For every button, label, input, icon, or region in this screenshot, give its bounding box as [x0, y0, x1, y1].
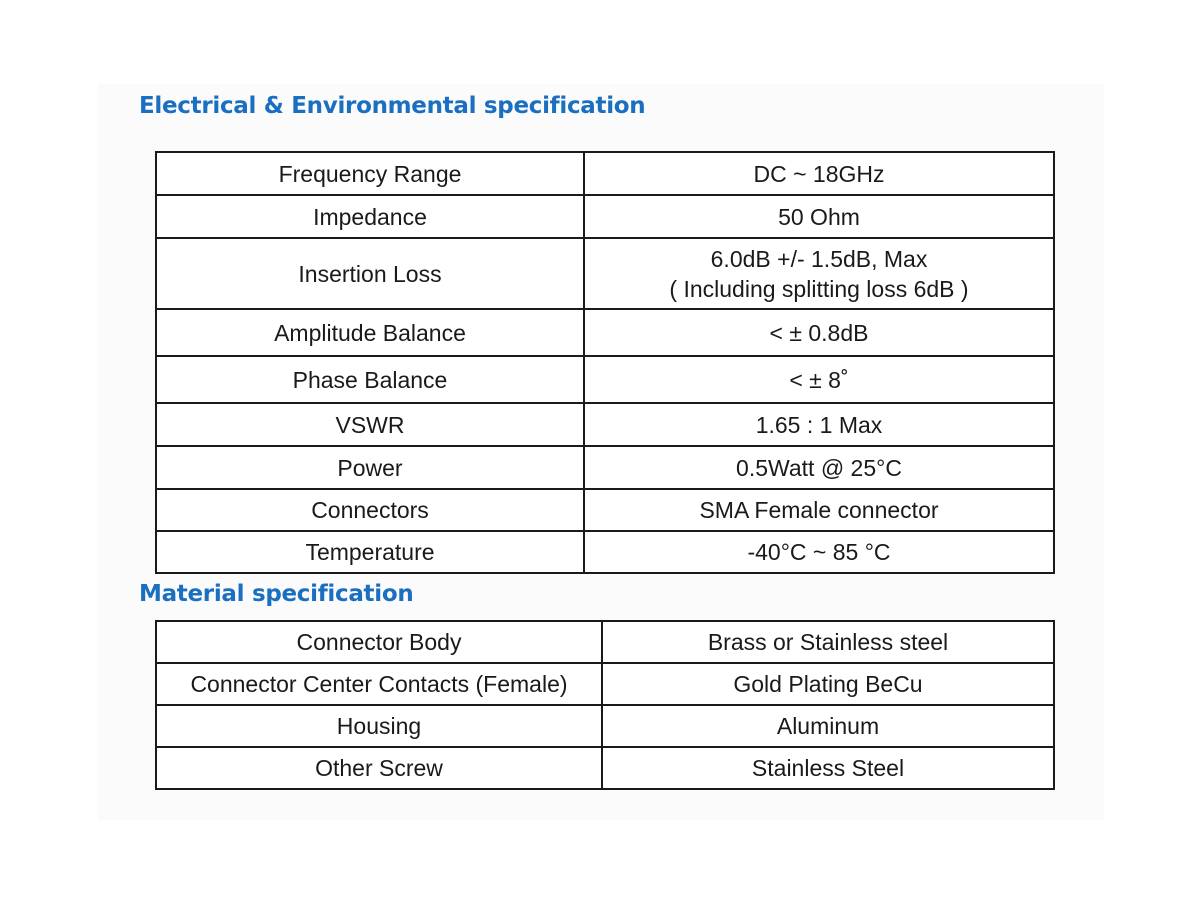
spec-value-text: Aluminum	[776, 713, 880, 739]
table-row	[156, 195, 1054, 238]
spec-value-cell	[602, 621, 1054, 663]
spec-name-cell: Temperature	[156, 531, 584, 573]
spec-value-cell	[584, 531, 1054, 573]
spec-value-text: 0.5Watt @ 25°C	[736, 454, 902, 481]
spec-name-cell: Power	[156, 446, 584, 489]
spec-value-cell	[584, 309, 1054, 356]
table-row	[156, 531, 1054, 573]
spec-value-text: -40°C ~ 85 °C	[747, 539, 891, 565]
table-row	[156, 403, 1054, 446]
table-row	[156, 747, 1054, 789]
spec-value-cell	[584, 446, 1054, 489]
table-row	[156, 152, 1054, 195]
spec-name-cell: Frequency Range	[156, 152, 584, 195]
table-row	[156, 489, 1054, 531]
table-row	[156, 356, 1054, 403]
material-spec-table	[155, 620, 1055, 790]
table-row	[156, 705, 1054, 747]
table-row	[156, 621, 1054, 663]
spec-value-text: < ± 0.8dB	[769, 319, 869, 346]
spec-value-text: 6.0dB +/- 1.5dB, Max	[710, 245, 928, 272]
spec-value-cell	[584, 356, 1054, 403]
table-row	[156, 309, 1054, 356]
spec-value-text: < ± 8˚	[789, 366, 849, 393]
spec-value-text: DC ~ 18GHz	[753, 160, 885, 187]
electrical-spec-title: Electrical & Environmental specification	[139, 93, 646, 119]
spec-name-cell: Amplitude Balance	[156, 309, 584, 356]
spec-value-cell	[602, 747, 1054, 789]
spec-value-cell	[584, 152, 1054, 195]
spec-value-text: 1.65 : 1 Max	[755, 411, 883, 438]
spec-value-cell	[584, 238, 1054, 309]
spec-value-cell	[584, 489, 1054, 531]
electrical-spec-table	[155, 151, 1055, 574]
table-row	[156, 446, 1054, 489]
spec-name-cell: Housing	[156, 705, 602, 747]
spec-value-text: Brass or Stainless steel	[707, 629, 949, 655]
spec-value-cell	[602, 705, 1054, 747]
spec-value-cell	[584, 403, 1054, 446]
spec-value-cell	[584, 195, 1054, 238]
table-row	[156, 663, 1054, 705]
table-row	[156, 238, 1054, 309]
spec-name-cell: Connector Body	[156, 621, 602, 663]
spec-name-cell: Connector Center Contacts (Female)	[156, 663, 602, 705]
spec-value-cell	[602, 663, 1054, 705]
spec-value-text: Gold Plating BeCu	[733, 671, 923, 697]
spec-name-cell: Other Screw	[156, 747, 602, 789]
spec-name-cell: Connectors	[156, 489, 584, 531]
spec-value-text: SMA Female connector	[699, 497, 939, 523]
material-spec-title: Material specification	[139, 581, 414, 607]
spec-name-cell: VSWR	[156, 403, 584, 446]
spec-value-note: ( Including splitting loss 6dB )	[669, 275, 969, 302]
spec-name-cell: Impedance	[156, 195, 584, 238]
spec-value-text: Stainless Steel	[751, 755, 905, 781]
spec-name-cell: Insertion Loss	[156, 238, 584, 309]
spec-value-text: 50 Ohm	[778, 203, 860, 230]
spec-name-cell: Phase Balance	[156, 356, 584, 403]
